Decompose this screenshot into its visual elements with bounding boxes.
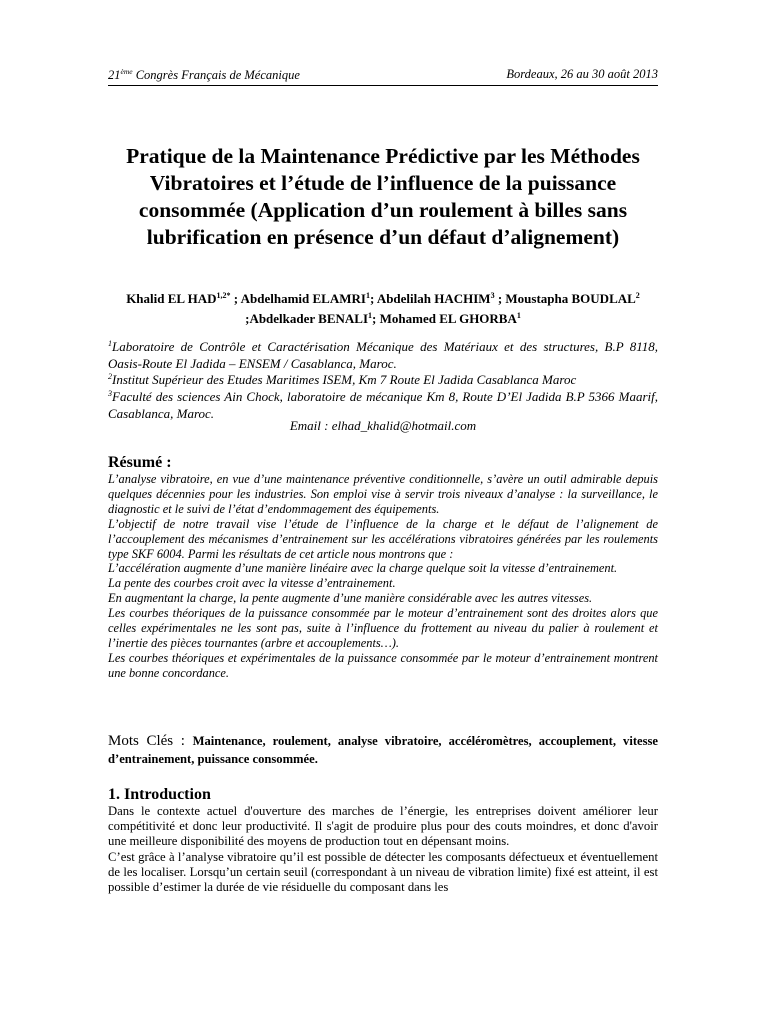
author-3: ; Abdelilah HACHIM	[369, 291, 491, 306]
author-6: ; Mohamed EL GHORBA	[372, 311, 517, 326]
author-4: ; Moustapha BOUDLAL	[494, 291, 636, 306]
keywords-list: Maintenance, roulement, analyse vibratoire, accéléromètres, accouplement, vitesse d’entrainement, puissance consommée.	[108, 734, 658, 766]
abstract-paragraph: Les courbes théoriques de la puissance consommée par le moteur d’entrainement sont des droites alors que celles expérimentales ne les sont pas, suite à l’influence du frottement au niveau du palier à roulement et l’inertie des pièces tournantes (arbre et accouplements…).	[108, 606, 658, 650]
running-header	[108, 67, 658, 86]
affiliation-3-text: Faculté des sciences Ain Chock, laboratoire de mécanique Km 8, Route D’El Jadida B.P 5366 Maarif, Casablanca, Maroc.	[108, 389, 658, 421]
body-paragraph: C’est grâce à l’analyse vibratoire qu’il est possible de détecter les composants défectueux et éventuellement de les localiser. Lorsqu’un certain seuil (correspondant à un niveau de vibration limite) fixé est atteint, il est possible d’estimer la durée de vie résiduelle du composant dans les	[108, 849, 658, 895]
abstract-heading: Résumé :	[108, 454, 172, 471]
conference-name	[108, 67, 300, 83]
affiliation-1-number: 1	[108, 339, 112, 348]
abstract-body	[108, 472, 658, 681]
abstract-paragraph: L’accélération augmente d’une manière linéaire avec la charge quelque soit la vitesse d’entrainement.	[108, 561, 618, 576]
conference-place-date: Bordeaux, 26 au 30 août 2013	[506, 67, 658, 81]
author-3-affil: 3	[490, 291, 495, 300]
affiliation-2-text: Institut Supérieur des Etudes Maritimes ISEM, Km 7 Route El Jadida Casablanca Maroc	[112, 372, 577, 387]
keywords-heading: Mots Clés	[108, 733, 174, 749]
body-paragraph: Dans le contexte actuel d'ouverture des marches de l’énergie, les entreprises doivent améliorer leur compétitivité et donc leur productivité. Il s'agit de produire plus pour des couts moindres, et donc d'avoir une meilleure disponibilité des moyens de production tout en dépensant moins.	[108, 804, 658, 849]
author-list	[108, 287, 658, 327]
author-2-affil: 1	[365, 291, 370, 300]
author-5: ;Abdelkader BENALI	[245, 311, 369, 326]
author-1-affil: 1,2*	[216, 291, 231, 300]
introduction-body	[108, 804, 658, 895]
conference-ordinal: ème	[120, 67, 133, 76]
author-1: Khalid EL HAD	[126, 291, 217, 306]
section-heading-introduction: 1. Introduction	[108, 786, 211, 803]
conference-title: Congrès Français de Mécanique	[132, 68, 300, 82]
paper-title: Pratique de la Maintenance Prédictive par les Méthodes Vibratoires et l’étude de l’influence de la puissance consommée (Application d’un roulement à billes sans lubrification en présence d’un défaut d’alignement)	[126, 144, 640, 249]
author-4-affil: 2	[635, 291, 640, 300]
affiliation-3	[108, 386, 658, 422]
conference-number: 21	[108, 68, 121, 82]
author-6-affil: 1	[516, 311, 521, 320]
abstract-paragraph: Les courbes théoriques et expérimentales de la puissance consommée par le moteur d’entrainement montrent une bonne concordance.	[108, 650, 658, 680]
keywords	[108, 733, 658, 768]
affiliation-2-number: 2	[108, 372, 112, 381]
abstract-paragraph: L’objectif de notre travail vise l’étude de l’influence de la charge et le défaut de l’alignement de l’accouplement des mécanismes d’entrainement sur les accélérations vibratoires générées par les roulements type SKF 6004. Parmi les résultats de cet article nous montrons que :	[108, 516, 658, 561]
keywords-separator: :	[173, 733, 193, 749]
abstract-paragraph: La pente des courbes croit avec la vitesse d’entrainement.	[108, 576, 396, 591]
affiliation-3-number: 3	[108, 389, 112, 398]
affiliation-1	[108, 336, 658, 372]
affiliation-1-text: Laboratoire de Contrôle et Caractérisation Mécanique des Matériaux et des structures, B.P 8118, Oasis-Route El Jadida – ENSEM / Casablanca, Maroc.	[108, 339, 658, 371]
abstract-paragraph: L’analyse vibratoire, en vue d’une maintenance préventive conditionnelle, s’avère un outil admirable depuis quelques décennies pour les industries. Son emploi vise à servir trois niveaux d’analyse : la surveillance, le diagnostic et le suivi de l’état d’endommagement des équipements.	[108, 472, 658, 516]
abstract-paragraph: En augmentant la charge, la pente augmente d’une manière considérable avec les autres vitesses.	[108, 591, 593, 606]
author-2: ; Abdelhamid ELAMRI	[230, 291, 366, 306]
author-5-affil: 1	[368, 311, 373, 320]
contact-email[interactable]: Email : elhad_khalid@hotmail.com	[289, 418, 477, 433]
